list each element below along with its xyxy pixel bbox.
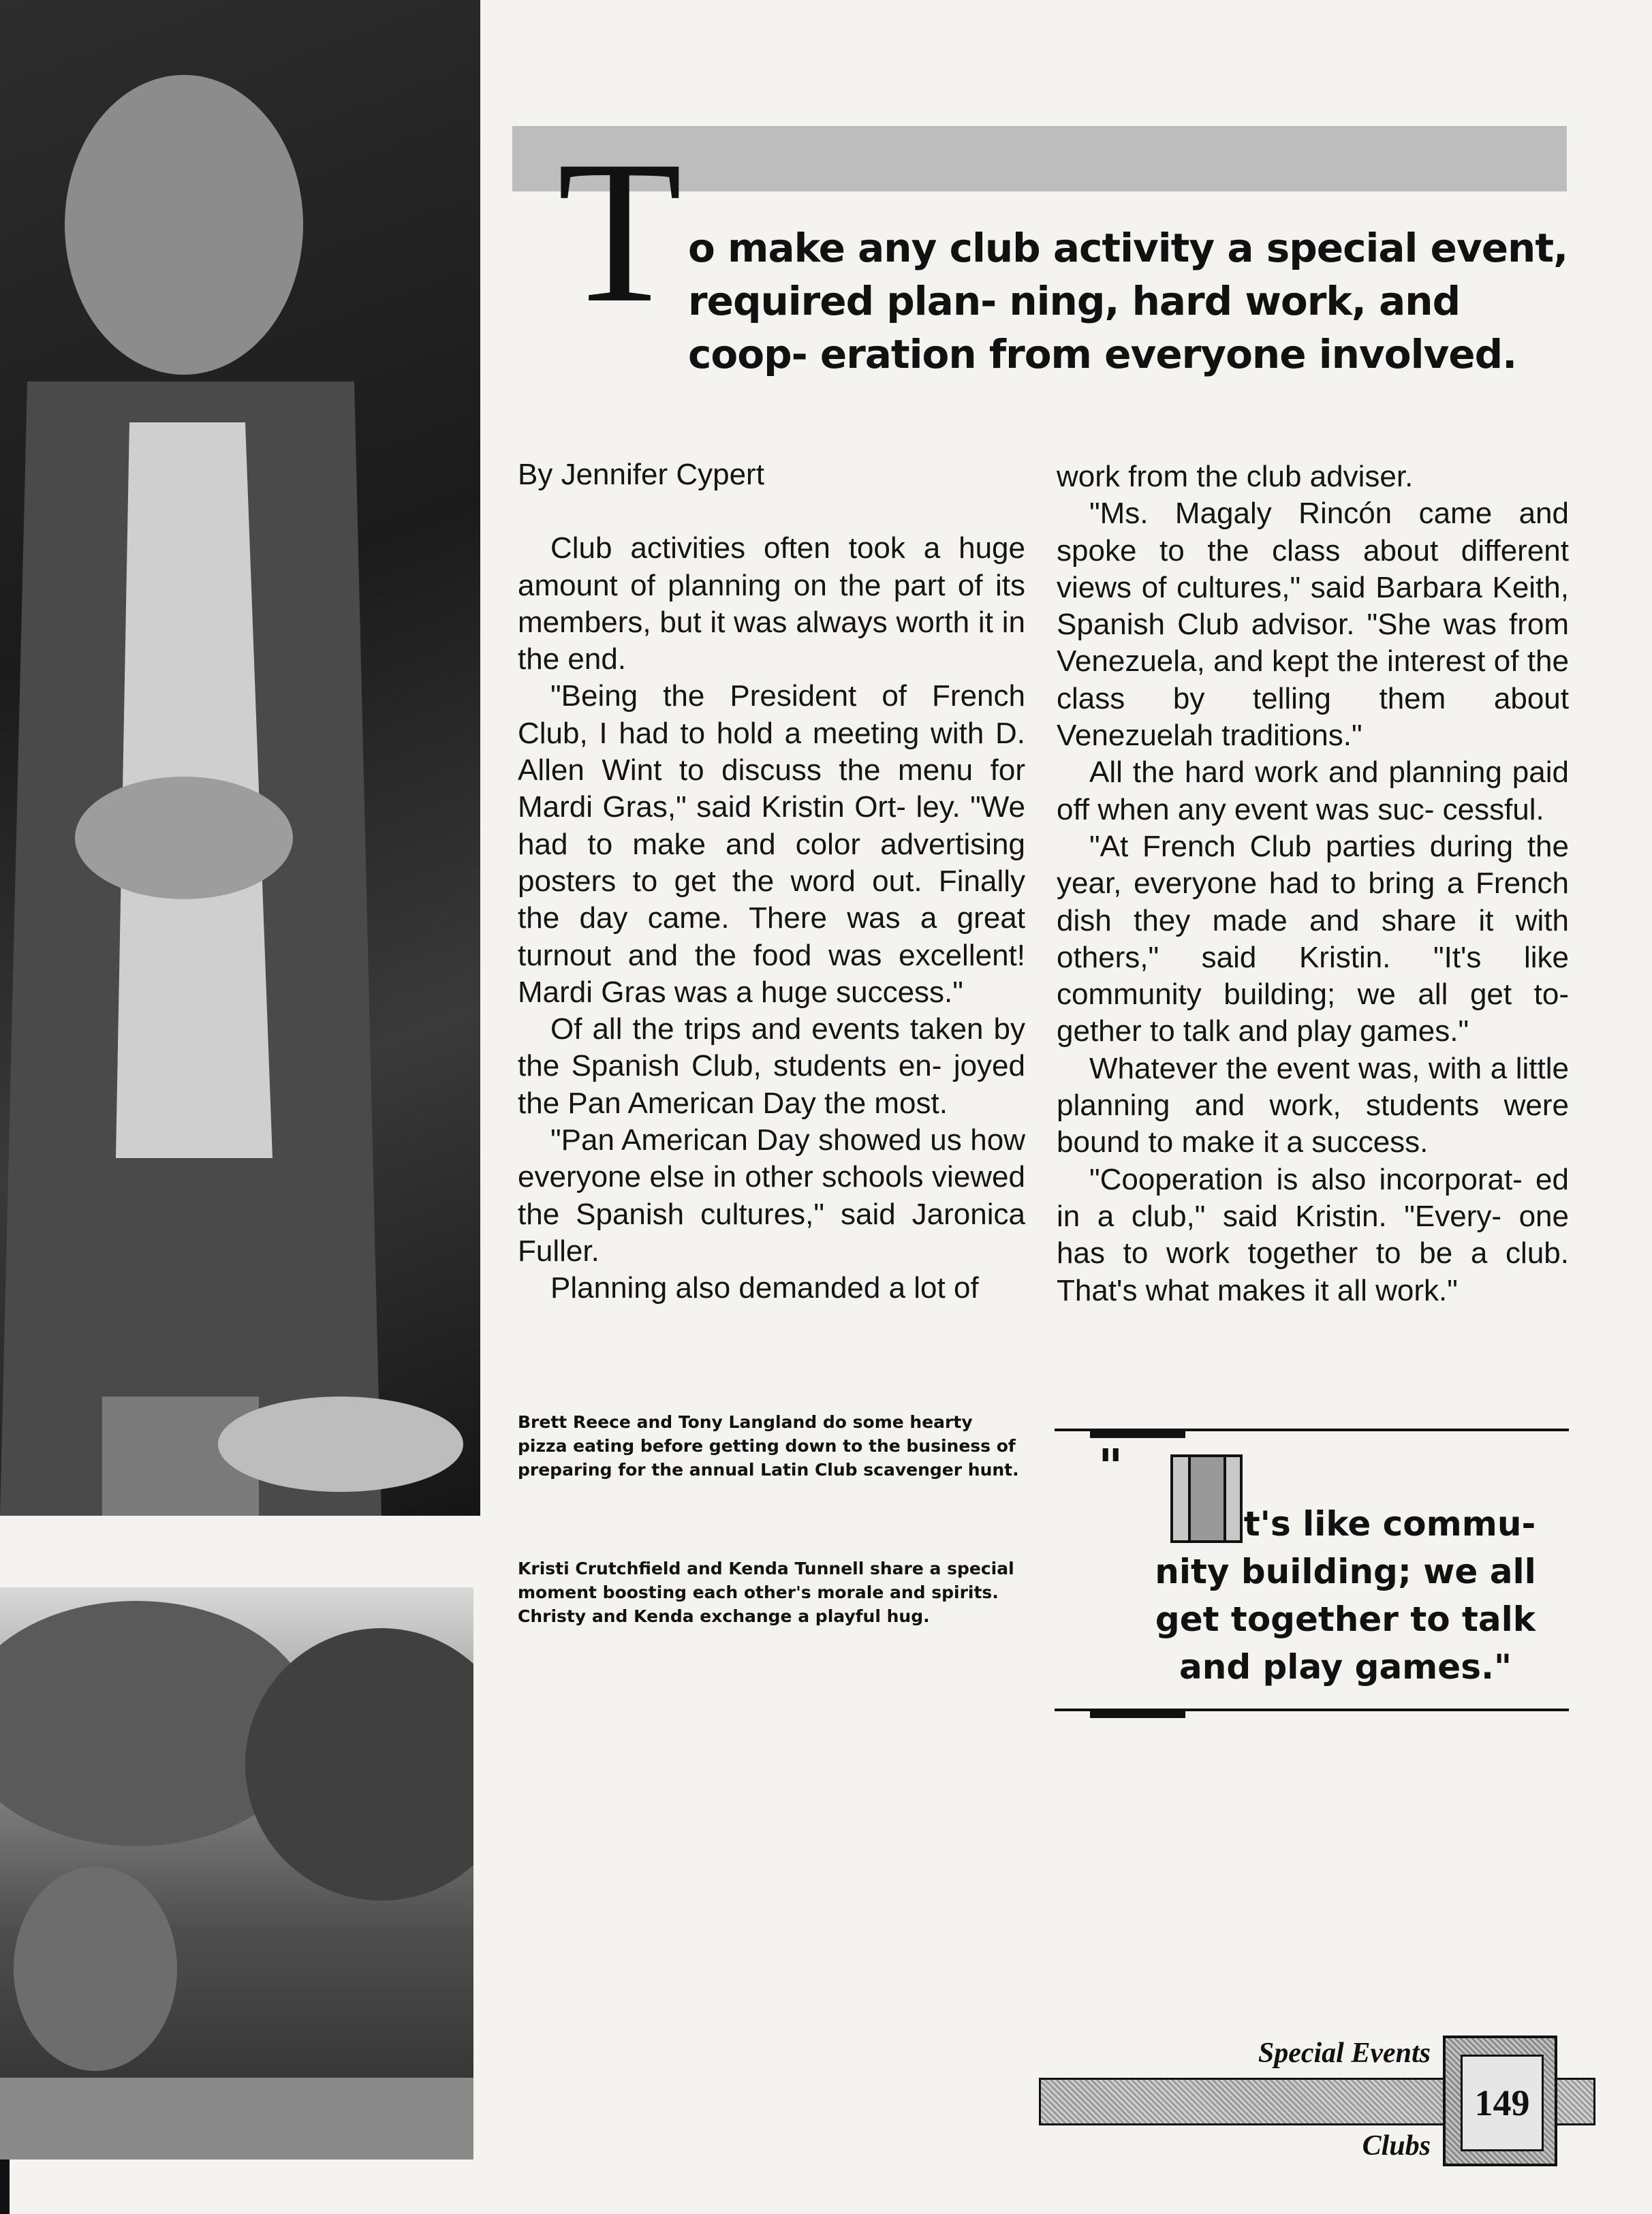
article-paragraph: Of all the trips and events taken by the Spanish Club, students en- joyed the Pan American Day the most. [518,1012,1025,1120]
page-number-box [1443,2036,1557,2166]
article-paragraph: "At French Club parties during the year, everyone had to bring a French dish they made and share it with others," said Kristin. "It's like community building; we all get to- gether to talk and play games." [1057,829,1569,1048]
article-paragraph: "Cooperation is also incorporat- ed in a club," said Kristin. "Every- one has to work together to be a club. That's what makes it all work." [1057,1162,1569,1307]
photo-gap [0,1516,480,1587]
article-paragraph: All the hard work and planning paid off when any event was suc- cessful. [1057,755,1569,826]
article-paragraph: "Pan American Day showed us how everyone else in other schools viewed the Spanish cultures," said Jaronica Fuller. [518,1123,1025,1268]
headline-drop-cap: T [557,119,683,345]
pull-quote-tab-bottom [1090,1709,1185,1718]
photo-caption-top: Brett Reece and Tony Langland do some hearty pizza eating before getting down to the business of preparing for the annual Latin Club scavenger hunt. [518,1412,1019,1480]
pull-quote [1144,1500,1546,1691]
pull-quote-tab-top [1090,1429,1185,1438]
photo-caption-bottom: Kristi Crutchfield and Kenda Tunnell share a special moment boosting each other's morale and spirits. Christy and Kenda exchange a playful hug. [518,1559,1014,1626]
photo-students-hug [0,1587,473,2160]
footer-subsection-title: Clubs [1362,2130,1431,2162]
photo-students-pizza [0,0,480,1516]
footer-section-title: Special Events [1258,2038,1431,2069]
article-column-left [518,456,1025,1307]
pull-quote-close-mark: " [1493,1647,1512,1687]
page-number: 149 [1461,2055,1544,2151]
pull-quote-text: t's like commu- nity building; we all get together to talk and play games. [1155,1504,1536,1687]
photo-trees-shapes [0,1587,473,2160]
article-paragraph: "Ms. Magaly Rincón came and spoke to the class about different views of cultures," said Barbara Keith, Spanish Club advisor. "She was from Venezuela, and kept the interest of the class by telling them about Venezuelah traditions." [1057,497,1569,753]
byline: By Jennifer Cypert [518,458,764,491]
article-paragraph: Whatever the event was, with a little planning and work, students were bound to make it a success. [1057,1051,1569,1159]
article-paragraph: Club activities often took a huge amount of planning on the part of its members, but it was always worth it in the end. [518,531,1025,676]
article-continuation: work from the club adviser. [1057,460,1414,493]
headline: o make any club activity a special event, required plan- ning, hard work, and coop- eration from everyone involved. [688,225,1568,377]
article-column-right [1057,458,1569,1309]
pull-quote-open-mark: " [1098,1438,1123,1495]
article-paragraph: "Being the President of French Club, I had to hold a meeting with D. Allen Wint to discuss the menu for Mardi Gras," said Kristin Ort- ley. "We had to make and color advertising posters to get the word out. Finally the day came. There was a great turnout and the food was excellent! Mardi Gras was a huge success." [518,679,1025,1009]
article-paragraph: Planning also demanded a lot of [550,1271,979,1305]
photo-figure-shapes [0,0,480,1516]
